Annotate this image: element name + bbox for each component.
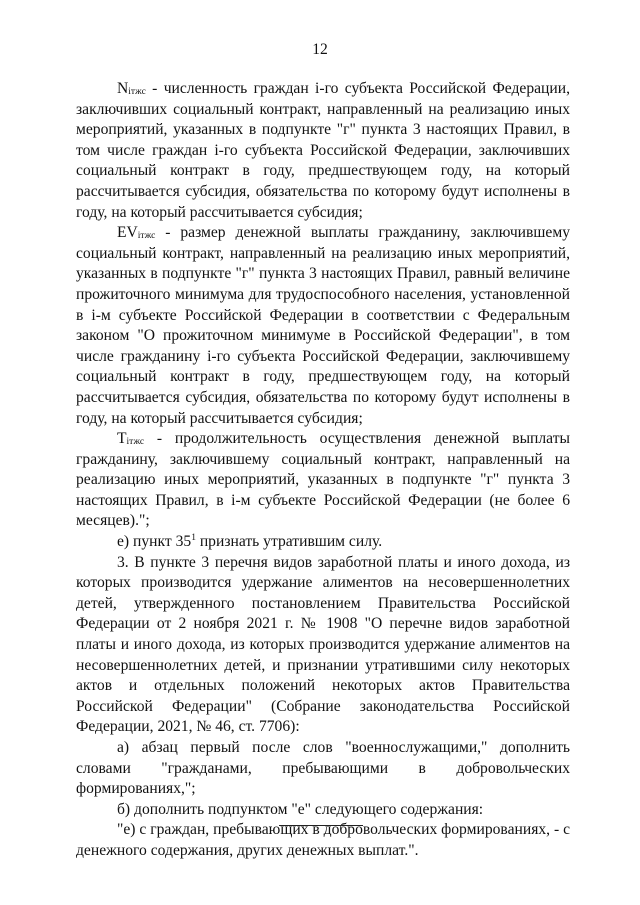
paragraph-item-a: а) абзац первый после слов "военнослужащими," дополнить словами "гражданами, пребывающими в добровольческих формированиях,"; [76, 739, 570, 798]
paragraph-quoted-item-e: "е) с граждан, пребывающих в добровольческих формированиях, - с денежного содержания, других денежных выплат.". [76, 821, 570, 859]
variable-ev: $EV_{iтжс}$ [117, 224, 156, 242]
page-number: 12 [312, 41, 328, 58]
paragraph-t-definition: $T_{iтжс}$ - продолжительность осуществления денежной выплаты гражданину, заключившему социальный контракт, направленный на реализацию иных мероприятий, указанных в подпункте "г" пункта 3 настоящих Правил, в i-м субъекте Российской Федерации (не более 6 месяцев)."; [76, 430, 570, 530]
paragraph-section-3: 3. В пункте 3 перечня видов заработной платы и иного дохода, из которых производится удержание алиментов на несовершеннолетних детей, утвержденного постановлением Правительства Российской Федерации от 2 ноября 2021 г. № 1908 "О перечне видов заработной платы и иного дохода, из которых производится удержание алиментов на несовершеннолетних детей, и признании утратившими силу некоторых актов и отдельных положений некоторых актов Правительства Российской Федерации" (Собрание законодательства Российской Федерации, 2021, № 46, ст. 7706): [76, 553, 570, 736]
variable-n: $N_{iтжс}$ [117, 80, 146, 97]
document-body [76, 79, 570, 862]
paragraph-item-b: б) дополнить подпунктом "е" следующего содержания: [117, 800, 484, 818]
variable-t: $T_{iтжс}$ [117, 430, 145, 448]
paragraph-n-definition: $N_{iтжс}$ - численность граждан i-го субъекта Российской Федерации, заключивших социальный контракт, направленный на реализацию иных мероприятий, указанных в подпункте "г" пункта 3 настоящих Правил, в том числе граждан i-го субъекта Российской Федерации, заключивших социальный контракт в году, предшествующем году, на который рассчитывается субсидия, обязательства по которому будут исполнены в году, на который рассчитывается субсидия; [76, 80, 570, 221]
paragraph-item-e: е) пункт $35^1$ признать утратившим силу. [117, 532, 383, 551]
paragraph-ev-definition: $EV_{iтжс}$ - размер денежной выплаты гражданину, заключившему социальный контракт, направленный на реализацию иных мероприятий, указанных в подпункте "г" пункта 3 настоящих Правил, равный величине прожиточного минимума для трудоспособного населения, установленной в i-м субъекте Российской Федерации в соответствии с Федеральным законом "О прожиточном минимуме в Российской Федерации", в том числе гражданину i-го субъекта Российской Федерации, заключившему социальный контракт в году, предшествующем году, на который рассчитывается субсидия, обязательства по которому будут исполнены в году, на который рассчитывается субсидия; [76, 224, 570, 427]
closing-divider [279, 825, 363, 826]
